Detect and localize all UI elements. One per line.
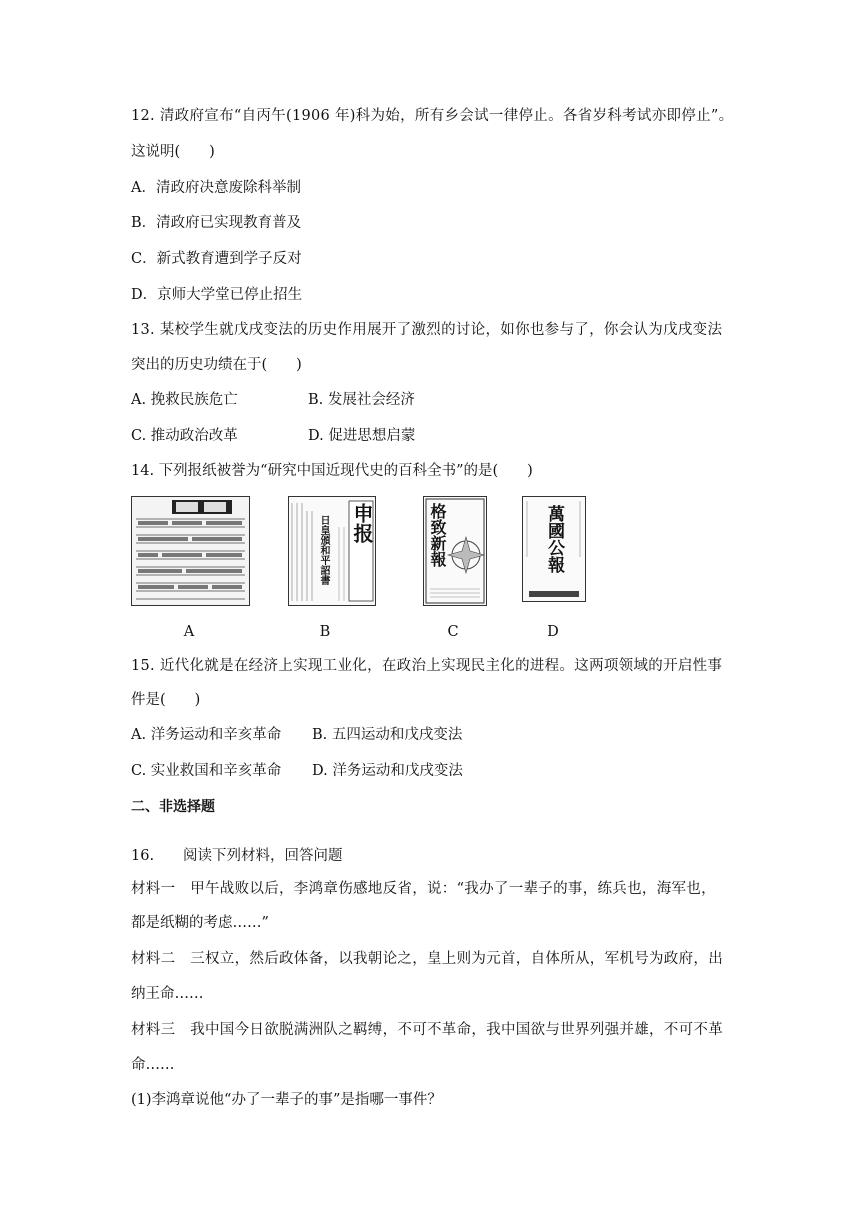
- q16-stem: 16. 阅读下列材料，回答问题: [131, 848, 343, 864]
- q15-stem-line1: 15. 近代化就是在经济上实现工业化，在政治上实现民主化的进程。这两项领域的开启性事: [131, 658, 723, 674]
- q16-subquestion-1: (1)李鸿章说他“办了一辈子的事”是指哪一事件？: [131, 1092, 442, 1108]
- q12-option-c: C．新式教育遭到学子反对: [131, 251, 302, 267]
- section-heading: 二、非选择题: [131, 799, 215, 815]
- q12-stem-line1: 12. 清政府宣布“自丙午(1906 年)科为始，所有乡会试一律停止。各省岁科考试亦即停止”。: [131, 108, 734, 124]
- q16-material1-line2: 都是纸糊的考虑……”: [131, 915, 269, 931]
- q15-option-b: B. 五四运动和戊戌变法: [312, 727, 463, 743]
- newspaper-image-b: [288, 496, 376, 606]
- newspaper-d-title: 萬國公報: [544, 505, 564, 573]
- q12-stem-line2: 这说明( ): [131, 144, 215, 160]
- q15-option-c: C. 实业救国和辛亥革命: [131, 763, 282, 779]
- q16-material2-line1: 材料二 三权立，然后政体备，以我朝论之，皇上则为元首，自体所从，军机号为政府，出: [131, 951, 723, 967]
- q12-option-a: A．清政府决意废除科举制: [131, 180, 301, 196]
- q12-option-d: D．京师大学堂已停止招生: [131, 287, 303, 303]
- newspaper-image-d: [522, 496, 586, 602]
- newspaper-b-headline: 日皇頒和平詔書: [318, 515, 329, 585]
- q14-label-d: D: [547, 624, 559, 640]
- q16-material3-line1: 材料三 我中国今日欲脱满洲队之羁缚，不可不革命，我中国欲与世界列强并雄，不可不革: [131, 1022, 723, 1038]
- q13-stem-line2: 突出的历史功绩在于( ): [131, 357, 302, 373]
- q14-label-a: A: [183, 624, 195, 640]
- q14-stem: 14. 下列报纸被誉为“研究中国近现代史的百科全书”的是( ): [131, 463, 533, 479]
- q15-option-a: A. 洋务运动和辛亥革命: [131, 727, 282, 743]
- q14-label-c: C: [447, 624, 459, 640]
- q13-option-c: C. 推动政治改革: [131, 428, 238, 444]
- q16-material2-line2: 纳王命……: [131, 986, 204, 1002]
- q16-material3-line2: 命……: [131, 1057, 175, 1073]
- q13-stem-line1: 13. 某校学生就戊戌变法的历史作用展开了激烈的讨论，如你也参与了，你会认为戊戌变法: [131, 322, 723, 338]
- q15-stem-line2: 件是( ): [131, 692, 201, 708]
- newspaper-c-title: 格致新報: [428, 503, 447, 567]
- newspaper-image-c: [423, 496, 487, 606]
- q13-option-d: D. 促进思想启蒙: [308, 428, 416, 444]
- q13-option-b: B. 发展社会经济: [308, 392, 415, 408]
- q15-option-d: D. 洋务运动和戊戌变法: [312, 763, 463, 779]
- q13-option-a: A. 挽救民族危亡: [131, 392, 238, 408]
- q16-material1-line1: 材料一 甲午战败以后，李鸿章伤感地反省，说：“我办了一辈子的事，练兵也，海军也，: [131, 881, 716, 897]
- newspaper-b-title: 申报: [350, 503, 374, 543]
- q14-label-b: B: [319, 624, 331, 640]
- q12-option-b: B．清政府已实现教育普及: [131, 215, 302, 231]
- newspaper-image-a: [131, 496, 250, 606]
